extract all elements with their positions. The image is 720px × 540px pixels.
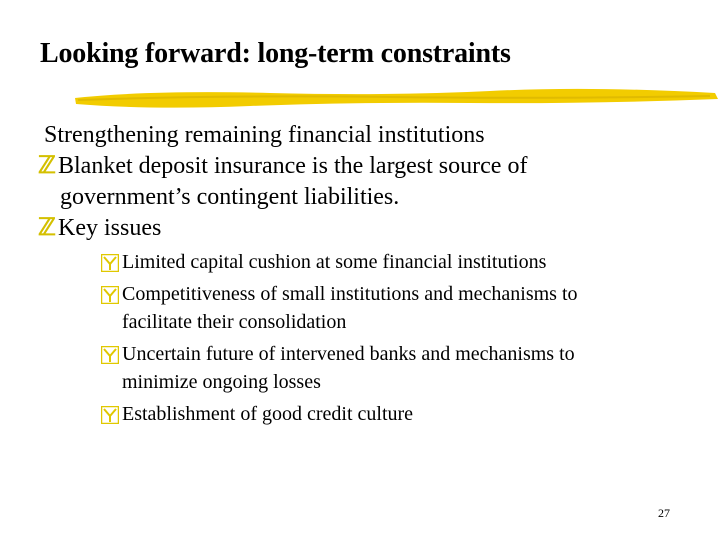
- sub-bullet-text: minimize ongoing losses: [122, 371, 321, 393]
- bullet-line: Key issues: [58, 215, 162, 241]
- sub-bullet-text: Limited capital cushion at some financial institutions: [122, 251, 547, 273]
- page-number: 27: [658, 506, 670, 520]
- sub-bullet-competitiveness: [105, 280, 704, 336]
- y-bullet-icon: [101, 346, 119, 364]
- bullet-key-issues: [38, 213, 704, 244]
- z-bullet-icon: ℤ: [38, 215, 56, 241]
- bullet-line: government’s contingent liabilities.: [60, 184, 400, 210]
- sub-bullet-text: Uncertain future of intervened banks and mechanisms to: [122, 343, 575, 365]
- sub-bullet-list: [105, 248, 704, 428]
- y-bullet-icon: [101, 406, 119, 424]
- sub-bullet-capital: [105, 248, 704, 276]
- y-bullet-icon: [101, 286, 119, 304]
- intro-text: Strengthening remaining financial institutions: [44, 122, 485, 148]
- z-bullet-icon: ℤ: [38, 153, 56, 179]
- sub-bullet-intervened-banks: [105, 340, 704, 396]
- sub-bullet-text: facilitate their consolidation: [122, 311, 347, 333]
- sub-bullet-text: Competitiveness of small institutions and mechanisms to: [122, 283, 578, 305]
- slide-body: [38, 120, 704, 432]
- sub-bullet-text: Establishment of good credit culture: [122, 403, 414, 425]
- bullet-deposit-insurance: [38, 151, 704, 213]
- title-underline-icon: [70, 84, 720, 110]
- slide-title: Looking forward: long-term constraints: [40, 38, 511, 69]
- sub-bullet-credit-culture: [105, 400, 704, 428]
- y-bullet-icon: [101, 254, 119, 272]
- bullet-line: Blanket deposit insurance is the largest source of: [58, 153, 528, 179]
